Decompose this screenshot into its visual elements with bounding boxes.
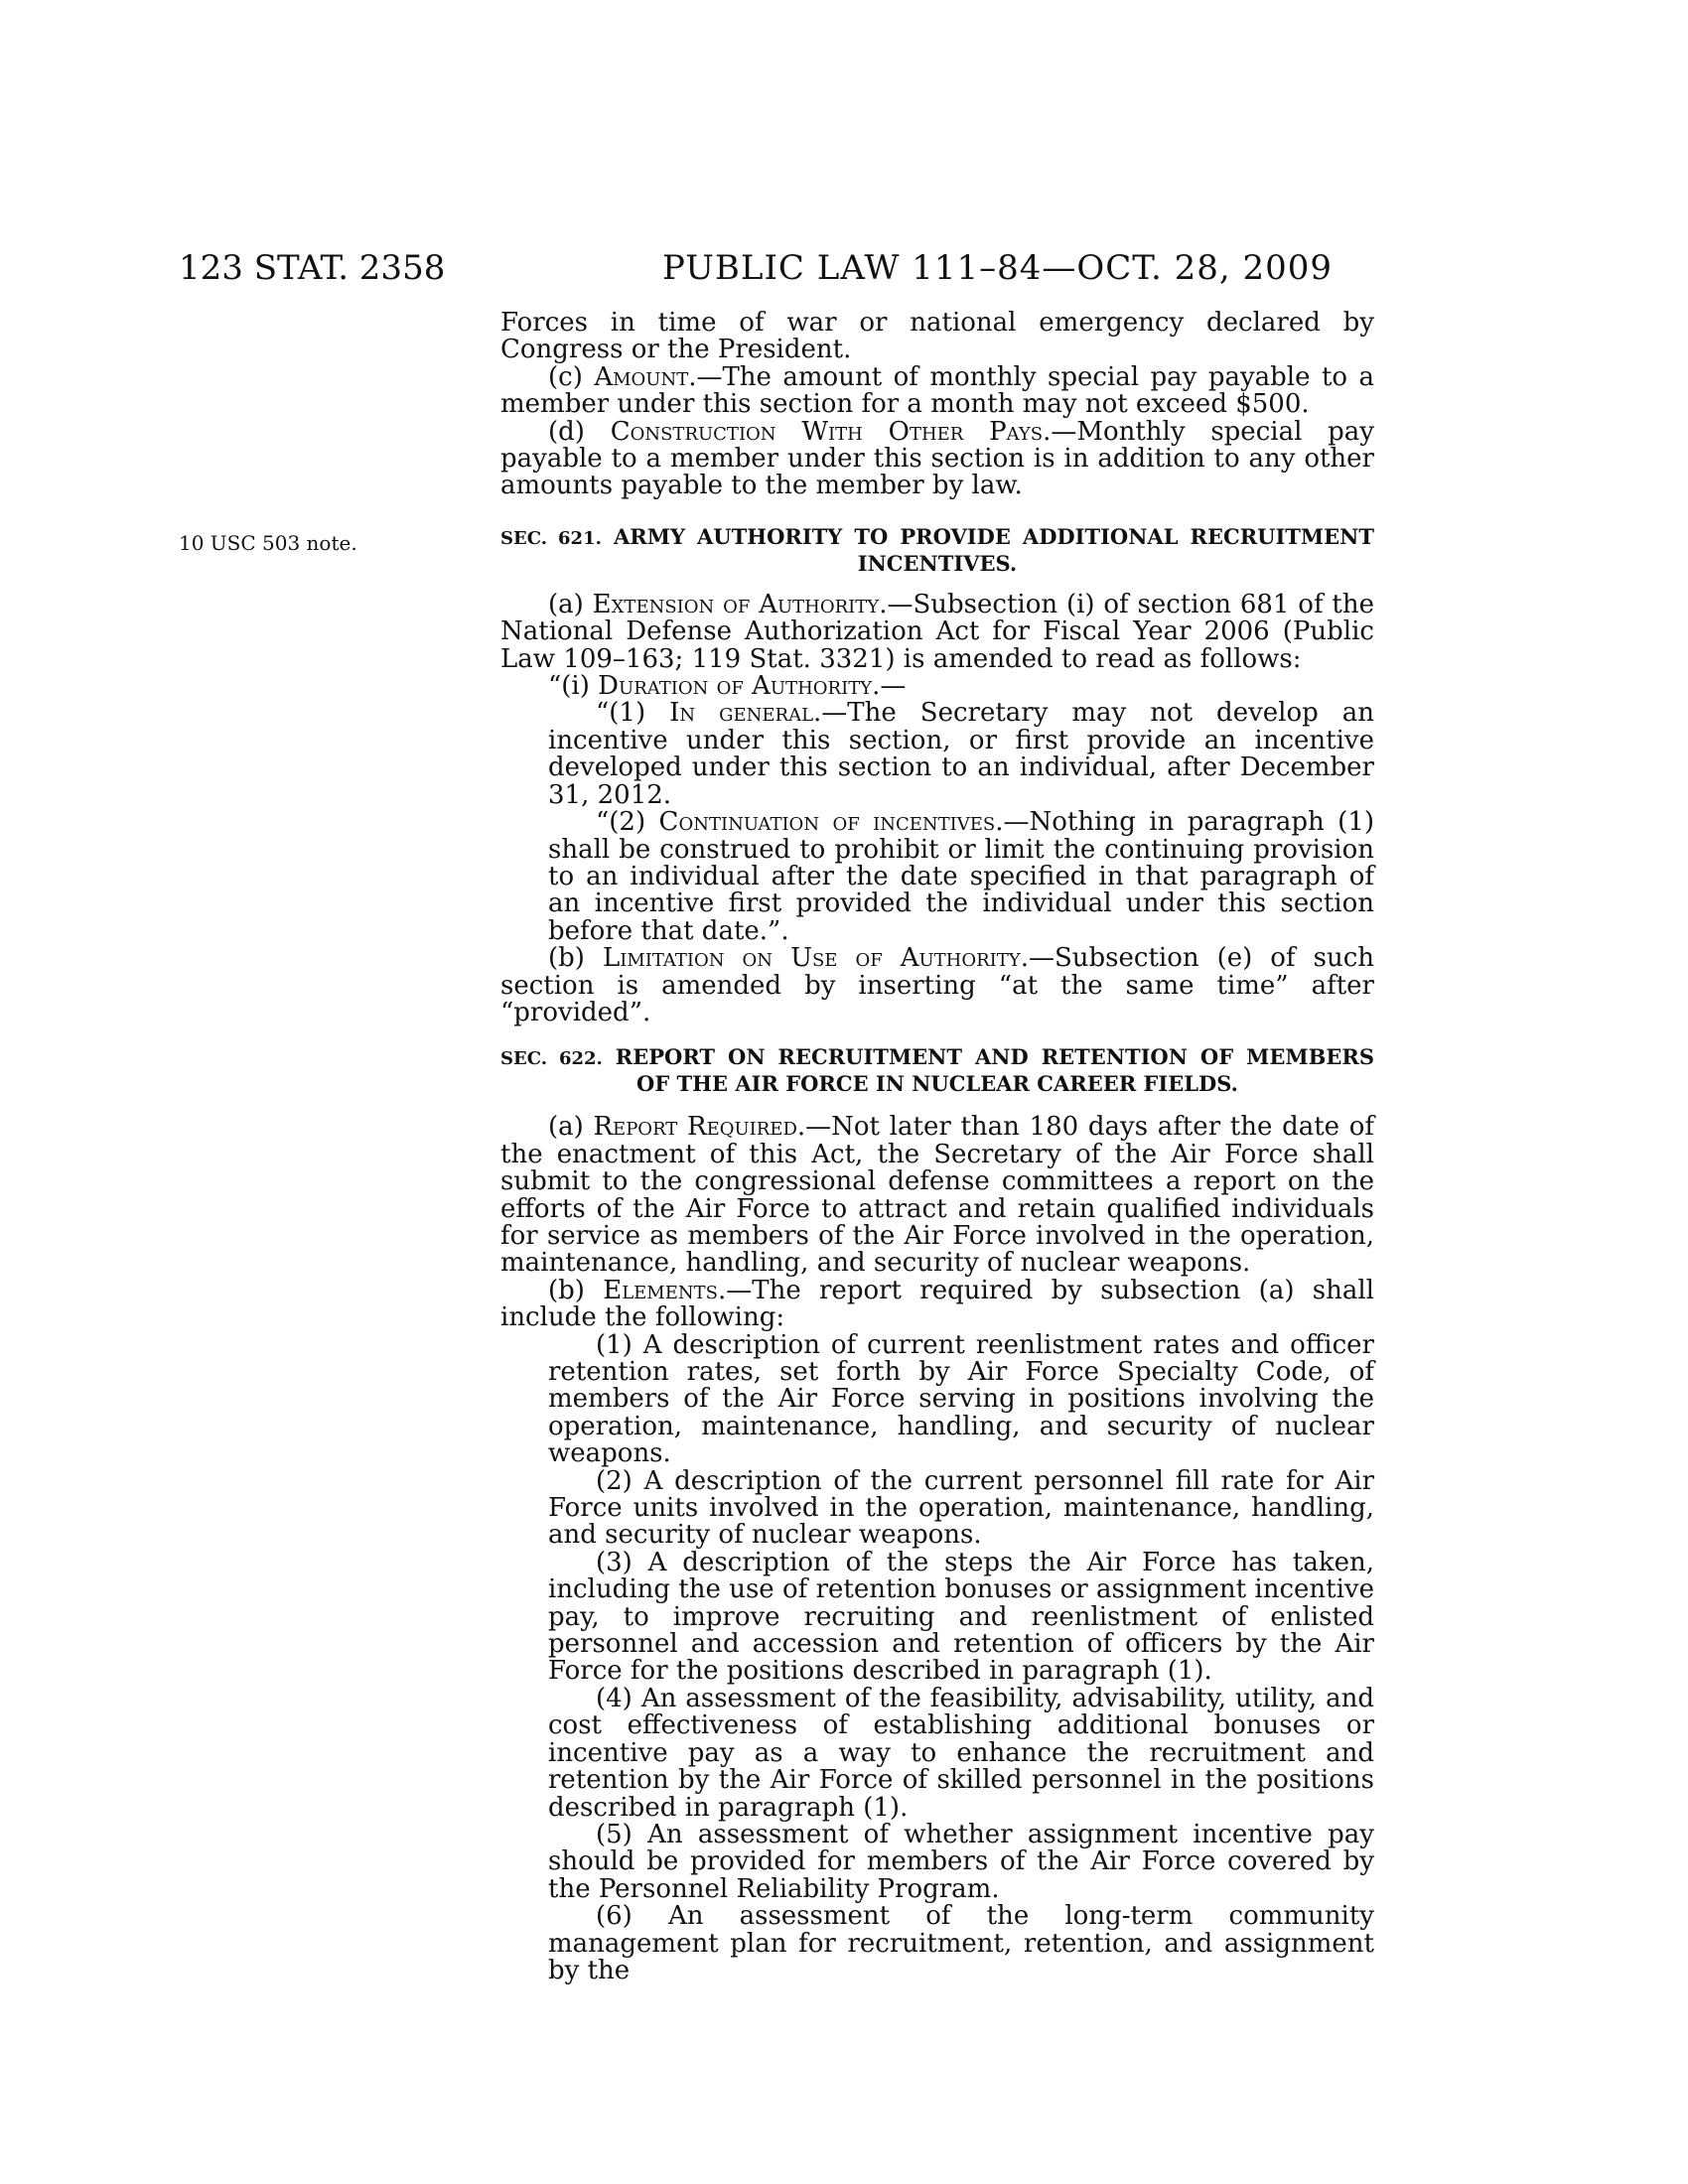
sec621-quoted-subsection-i: “(i) Duration of Authority.—	[548, 671, 907, 702]
sec622-item-2: (2) A description of the current personnel fill rate for Air Force units involved in the operation, maintenance, handling, and security of nuclear weapons.	[548, 1465, 1374, 1551]
document-body	[500, 310, 1374, 1984]
subsection-d: (d) Construction With Other Pays.—Monthly special pay payable to a member under this section is in addition to any other amounts payable to the member by law.	[500, 416, 1374, 501]
sec621-subsection-a: (a) Extension of Authority.—Subsection (i) of section 681 of the National Defense Authorization Act for Fiscal Year 2006 (Public Law 109–163; 119 Stat. 3321) is amended to read as follows:	[500, 589, 1374, 674]
section-621-heading: SEC. 621. ARMY AUTHORITY TO PROVIDE ADDITIONAL RECRUITMENT INCENTIVES.	[500, 523, 1374, 576]
sec622-subsection-b: (b) Elements.—The report required by subsection (a) shall include the following:	[500, 1275, 1374, 1333]
statute-page-number: 123 STAT. 2358	[179, 248, 446, 288]
sec622-item-3: (3) A description of the steps the Air Force has taken, including the use of retention bonuses or assignment incentive pay, to improve recruiting and reenlistment of enlisted personnel and accession and retention of officers by the Air Force for the positions described in paragraph (1).	[548, 1547, 1374, 1687]
continued-paragraph: Forces in time of war or national emergency declared by Congress or the President.	[500, 308, 1374, 365]
page-header	[179, 248, 1370, 288]
public-law-title: PUBLIC LAW 111–84—OCT. 28, 2009	[662, 248, 1334, 288]
sec621-paragraph-1: “(1) In general.—The Secretary may not develop an incentive under this section, or first provide an incentive developed under this section to an individual, after December 31, 2012.	[548, 698, 1374, 810]
sec621-paragraph-2: “(2) Continuation of incentives.—Nothing in paragraph (1) shall be construed to prohibit or limit the continuing provision to an individual after the date specified in that paragraph of an incentive first provided the individual under this section before that date.”.	[548, 807, 1375, 946]
sec622-item-1: (1) A description of current reenlistment rates and officer retention rates, set forth by Air Force Specialty Code, of members of the Air Force serving in positions involving the operation, maintenance, handling, and security of nuclear weapons.	[548, 1329, 1374, 1469]
sec622-item-5: (5) An assessment of whether assignment incentive pay should be provided for members of the Air Force covered by the Personnel Reliability Program.	[548, 1819, 1374, 1904]
margin-citation-note: 10 USC 503 note.	[179, 531, 357, 555]
sec622-subsection-a: (a) Report Required.—Not later than 180 days after the date of the enactment of this Act, the Secretary of the Air Force shall submit to the congressional defense committees a report on the efforts of the Air Force to attract and retain qualified individuals for service as members of the Air Force involved in the operation, maintenance, handling, and security of nuclear weapons.	[500, 1112, 1375, 1279]
sec622-item-6: (6) An assessment of the long-term community management plan for recruitment, retention, and assignment by the	[548, 1901, 1374, 1985]
sec621-subsection-b: (b) Limitation on Use of Authority.—Subsection (e) of such section is amended by inserting “at the same time” after “provided”.	[500, 943, 1374, 1027]
sec622-item-4: (4) An assessment of the feasibility, advisability, utility, and cost effectiveness of establishing additional bonuses or incentive pay as a way to enhance the recruitment and retention by the Air Force of skilled personnel in the positions described in paragraph (1).	[548, 1683, 1374, 1823]
section-622-heading: SEC. 622. REPORT ON RECRUITMENT AND RETENTION OF MEMBERS OF THE AIR FORCE IN NUCLEAR CAREER FIELDS.	[500, 1044, 1374, 1097]
subsection-c: (c) Amount.—The amount of monthly special pay payable to a member under this section for a month may not exceed $500.	[500, 361, 1374, 420]
